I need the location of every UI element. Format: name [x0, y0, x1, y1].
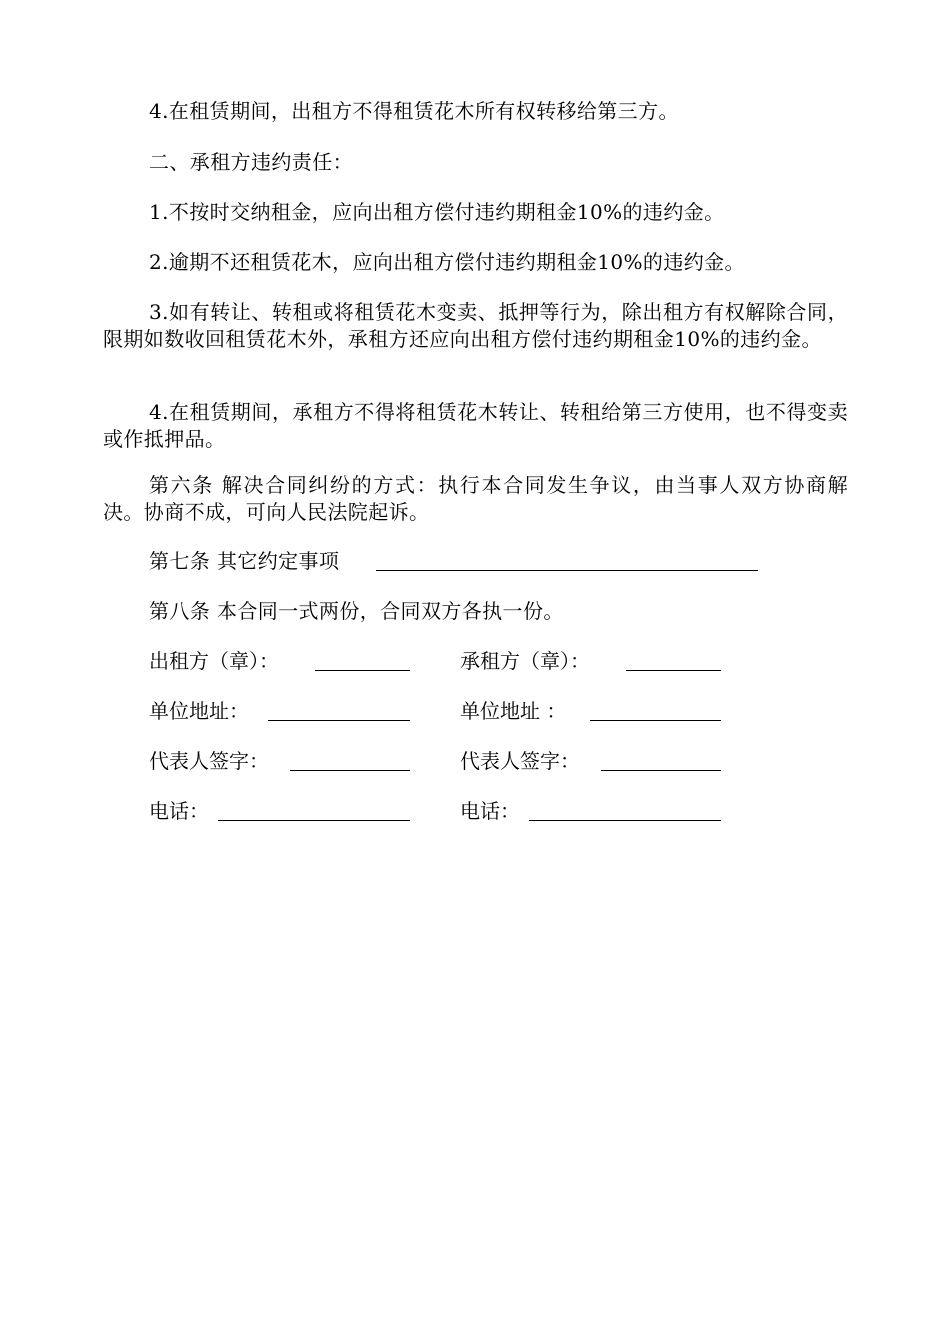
lessee-rep-blank[interactable] [601, 770, 721, 771]
article-8: 第八条 本合同一式两份，合同双方各执一份。 [149, 599, 564, 623]
lessor-clause-4: 4.在租赁期间，出租方不得租赁花木所有权转移给第三方。 [149, 99, 679, 123]
lessor-address-blank[interactable] [268, 720, 410, 721]
lessor-rep-label: 代表人签字： [149, 749, 269, 773]
article-7-blank-line[interactable] [376, 570, 758, 571]
lessor-address-label: 单位地址： [149, 699, 249, 723]
article-6: 第六条 解决合同纠纷的方式：执行本合同发生争议，由当事人双方协商解决。协商不成，可向人民法院起诉。 [103, 473, 848, 524]
lessee-address-label: 单位地址 ： [460, 699, 567, 723]
lessor-rep-blank[interactable] [290, 770, 410, 771]
lessor-phone-label: 电话： [149, 799, 209, 823]
lessor-seal-label: 出租方（章）： [149, 649, 279, 673]
lessee-clause-4: 4.在租赁期间，承租方不得将租赁花木转让、转租给第三方使用，也不得变卖或作抵押品。 [103, 400, 848, 451]
lessee-liability-heading: 二、承租方违约责任： [149, 150, 353, 174]
lessee-rep-label: 代表人签字： [460, 749, 580, 773]
lessee-clause-2: 2.逾期不还租赁花木，应向出租方偿付违约期租金10%的违约金。 [149, 250, 745, 274]
article-7: 第七条 其它约定事项 [149, 549, 340, 573]
lessor-phone-blank[interactable] [218, 820, 410, 821]
lessee-phone-label: 电话： [460, 799, 520, 823]
lessee-clause-1: 1.不按时交纳租金，应向出租方偿付违约期租金10%的违约金。 [149, 200, 725, 224]
lessee-phone-blank[interactable] [529, 820, 721, 821]
lessee-seal-label: 承租方（章）： [460, 649, 590, 673]
lessee-address-blank[interactable] [590, 720, 721, 721]
lessee-seal-blank[interactable] [626, 670, 721, 671]
lessee-clause-3: 3.如有转让、转租或将租赁花木变卖、抵押等行为，除出租方有权解除合同，限期如数收回租赁花木外，承租方还应向出租方偿付违约期租金10%的违约金。 [103, 300, 848, 351]
lessor-seal-blank[interactable] [315, 670, 410, 671]
